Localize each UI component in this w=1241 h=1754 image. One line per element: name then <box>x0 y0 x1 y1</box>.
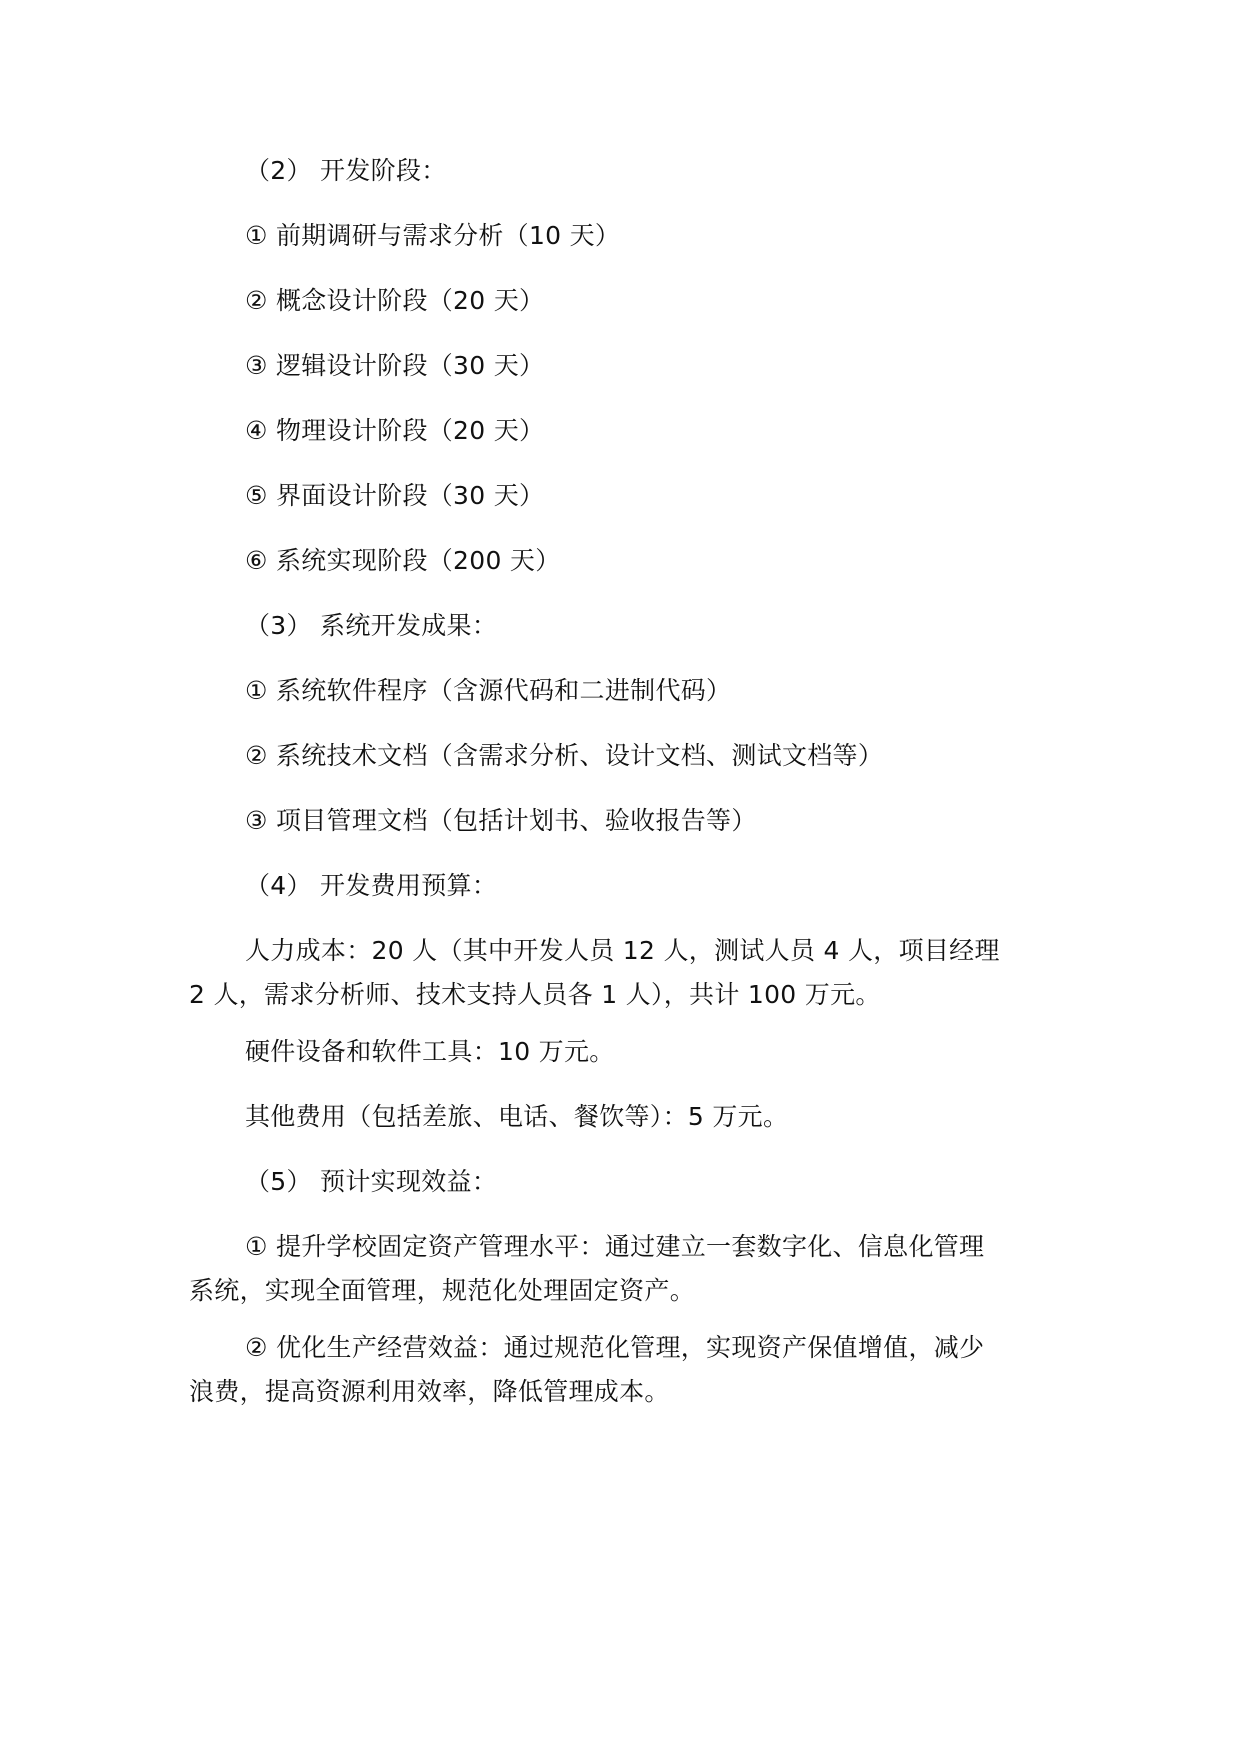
benefit-2-line-2: 浪费，提高资源利用效率，降低管理成本。 <box>189 1377 670 1406</box>
phase-item-implementation: ⑥ 系统实现阶段（200 天） <box>245 546 561 575</box>
result-item-project-docs: ③ 项目管理文档（包括计划书、验收报告等） <box>245 806 757 835</box>
phase-item-logic-design: ③ 逻辑设计阶段（30 天） <box>245 351 545 380</box>
document-body <box>189 154 1051 1432</box>
benefit-1-paragraph <box>189 1225 1051 1313</box>
section-heading-budget: （4） 开发费用预算： <box>245 871 498 900</box>
budget-labor-paragraph <box>189 929 1051 1017</box>
benefit-1-line-1: ① 提升学校固定资产管理水平：通过建立一套数字化、信息化管理 <box>245 1232 985 1261</box>
section-heading-development-phase: （2） 开发阶段： <box>245 156 447 185</box>
benefit-2-line-1: ② 优化生产经营效益：通过规范化管理，实现资产保值增值，减少 <box>245 1333 985 1362</box>
section-heading-results: （3） 系统开发成果： <box>245 611 498 640</box>
budget-labor-line-2: 2 人，需求分析师、技术支持人员各 1 人），共计 100 万元。 <box>189 980 881 1009</box>
phase-item-concept-design: ② 概念设计阶段（20 天） <box>245 286 545 315</box>
phase-item-interface-design: ⑤ 界面设计阶段（30 天） <box>245 481 545 510</box>
result-item-software: ① 系统软件程序（含源代码和二进制代码） <box>245 676 732 705</box>
budget-hardware: 硬件设备和软件工具：10 万元。 <box>245 1037 615 1066</box>
phase-item-research: ① 前期调研与需求分析（10 天） <box>245 221 621 250</box>
benefit-1-line-2: 系统，实现全面管理，规范化处理固定资产。 <box>189 1276 696 1305</box>
phase-item-physical-design: ④ 物理设计阶段（20 天） <box>245 416 545 445</box>
budget-labor-line-1: 人力成本：20 人（其中开发人员 12 人，测试人员 4 人，项目经理 <box>245 936 1000 965</box>
section-heading-benefits: （5） 预计实现效益： <box>245 1167 498 1196</box>
budget-other: 其他费用（包括差旅、电话、餐饮等）：5 万元。 <box>245 1102 789 1131</box>
benefit-2-paragraph <box>189 1326 1051 1414</box>
result-item-tech-docs: ② 系统技术文档（含需求分析、设计文档、测试文档等） <box>245 741 884 770</box>
